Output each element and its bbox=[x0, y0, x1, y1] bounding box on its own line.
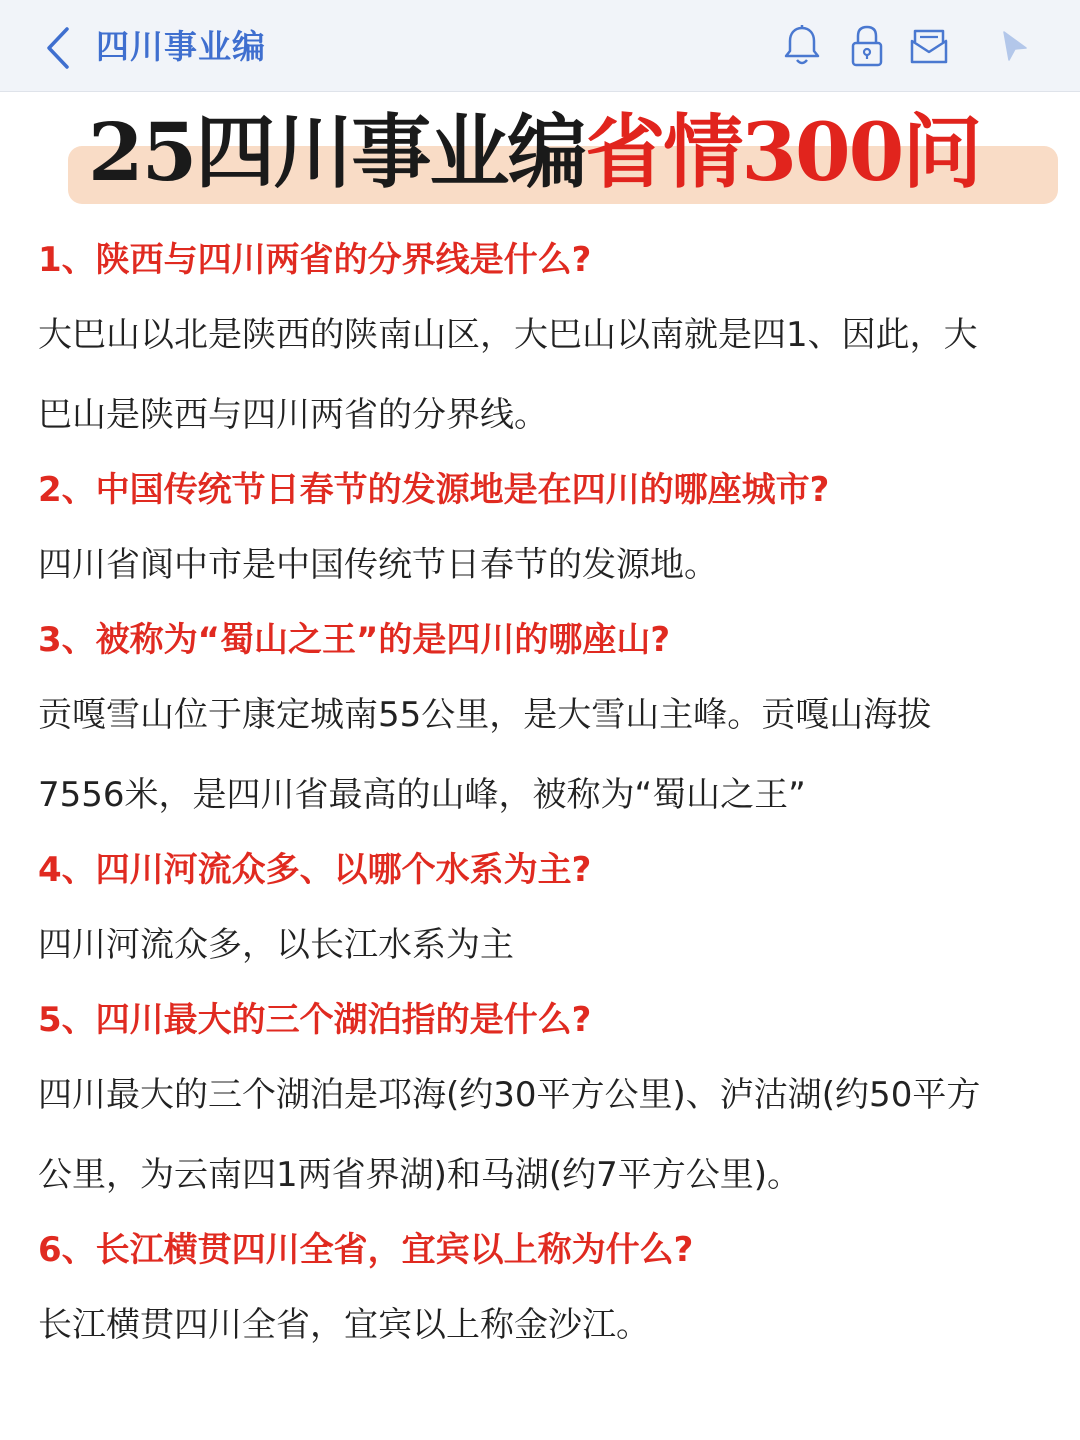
question: 2、中国传统节日春节的发源地是在四川的哪座城市? bbox=[38, 470, 830, 510]
question: 3、被称为“蜀山之王”的是四川的哪座山? bbox=[38, 620, 671, 660]
qa-item bbox=[38, 835, 1048, 985]
headline-part-black: 25四川事业编 bbox=[88, 105, 586, 199]
headline-part-red: 省情300问 bbox=[585, 105, 981, 199]
qa-item bbox=[38, 605, 1048, 835]
answer-line: 7556米，是四川省最高的山峰，被称为“蜀山之王” bbox=[38, 775, 806, 815]
answer-line: 大巴山以北是陕西的陕南山区，大巴山以南就是四1、因此，大 bbox=[38, 315, 978, 355]
lock-button[interactable] bbox=[843, 22, 891, 70]
top-navigation-bar bbox=[0, 0, 1080, 92]
question: 4、四川河流众多、以哪个水系为主? bbox=[38, 850, 592, 890]
mail-button[interactable] bbox=[905, 22, 953, 70]
question: 6、长江横贯四川全省，宜宾以上称为什么? bbox=[38, 1230, 694, 1270]
answer-line: 公里，为云南四1两省界湖)和马湖(约7平方公里)。 bbox=[38, 1155, 802, 1195]
answer-line: 巴山是陕西与四川两省的分界线。 bbox=[38, 395, 548, 435]
cursor-button[interactable] bbox=[990, 22, 1038, 70]
qa-item bbox=[38, 985, 1048, 1215]
qa-item bbox=[38, 225, 1048, 455]
answer-line: 贡嘎雪山位于康定城南55公里，是大雪山主峰。贡嘎山海拔 bbox=[38, 695, 932, 735]
back-chevron-icon bbox=[43, 25, 73, 71]
answer-line: 长江横贯四川全省，宜宾以上称金沙江。 bbox=[38, 1305, 650, 1345]
bell-icon bbox=[782, 24, 822, 68]
answer-line: 四川最大的三个湖泊是邛海(约30平方公里)、泸沽湖(约50平方 bbox=[38, 1075, 981, 1115]
qa-list bbox=[38, 225, 1048, 1365]
mail-icon bbox=[909, 26, 949, 66]
lock-icon bbox=[849, 24, 885, 68]
answer-line: 四川河流众多，以长江水系为主 bbox=[38, 925, 514, 965]
qa-item bbox=[38, 455, 1048, 605]
qa-item bbox=[38, 1215, 1048, 1365]
back-button[interactable] bbox=[30, 20, 86, 76]
headline-text bbox=[88, 102, 1058, 202]
answer-line: 四川省阆中市是中国传统节日春节的发源地。 bbox=[38, 545, 718, 585]
question: 1、陕西与四川两省的分界线是什么? bbox=[38, 240, 592, 280]
headline bbox=[68, 100, 1058, 210]
notification-button[interactable] bbox=[778, 22, 826, 70]
cursor-arrow-icon bbox=[998, 28, 1030, 64]
nav-title: 四川事业编 bbox=[96, 27, 266, 66]
question: 5、四川最大的三个湖泊指的是什么? bbox=[38, 1000, 592, 1040]
